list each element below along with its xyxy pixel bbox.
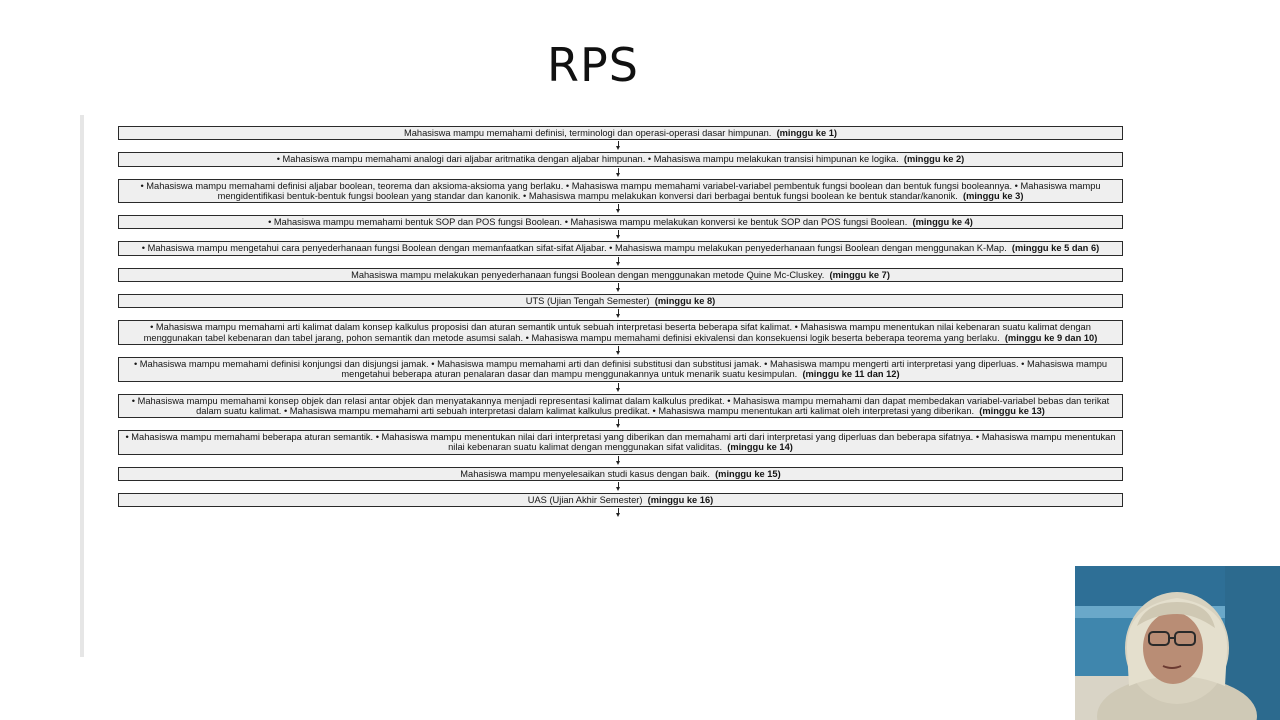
flow-arrow-icon xyxy=(118,507,1123,519)
flow-arrow-icon xyxy=(118,229,1123,241)
flow-arrow-icon xyxy=(118,455,1123,467)
step-text: • Mahasiswa mampu memahami konsep objek dan relasi antar objek dan menyatakannya menjadi representasi kalimat dalam kalkulus predikat. • Mahasiswa mampu memahami dan dapat membedakan variabel-variabel bebas dan terikat dalam suatu kalimat. • Mahasiswa mampu memahami arti sebuah interpretasi dalam kalimat kalkulus predikat. • Mahasiswa mampu menentukan arti kalimat oleh interpretasi yang diberikan. xyxy=(131,395,1110,416)
slide-left-rule xyxy=(80,115,84,657)
flow-step-week-16-uas xyxy=(118,493,1123,507)
flow-step-week-9-10 xyxy=(118,320,1123,345)
step-text: Mahasiswa mampu memahami definisi, terminologi dan operasi-operasi dasar himpunan. xyxy=(403,128,772,138)
flowchart xyxy=(118,126,1123,519)
flow-step-week-3 xyxy=(118,179,1123,204)
flow-arrow-icon xyxy=(118,308,1123,320)
step-week: (minggu ke 16) xyxy=(647,495,714,506)
flow-step-week-5-6 xyxy=(118,241,1123,255)
step-week: (minggu ke 2) xyxy=(903,154,965,165)
step-text: Mahasiswa mampu menyelesaikan studi kasus dengan baik. xyxy=(460,468,710,479)
flow-step-week-2 xyxy=(118,152,1123,166)
step-text: • Mahasiswa mampu memahami arti kalimat dalam konsep kalkulus proposisi dan aturan semantik untuk sebuah interpretasi beserta beberapa sifat kalimat. • Mahasiswa mampu menentukan nilai kebenaran suatu kalimat dengan menggunakan tabel kebenaran dan tabel jarang, pohon semantik dan metode asumsi salah. • Mahasiswa mampu memahami definisi ekivalensi dan konsekuensi logik beserta beberapa teorema yang berlaku. xyxy=(143,322,1091,343)
step-text: • Mahasiswa mampu memahami definisi aljabar boolean, teorema dan aksioma-aksioma yang berlaku. • Mahasiswa mampu memahami variabel-variabel pembentuk fungsi boolean dan bentuk fungsi booleannya. • Mahasiswa mampu mengidentifikasi bentuk-bentuk fungsi boolean yang standar dan kanonik. • Mahasiswa mampu melakukan konversi dari berbagai bentuk fungsi boolean ke bentuk standar/kanonik. xyxy=(140,180,1101,201)
step-text: • Mahasiswa mampu memahami definisi konjungsi dan disjungsi jamak. • Mahasiswa mampu memahami arti dan definisi substitusi dan substitusi jamak. • Mahasiswa mampu mengerti arti interpretasi yang diperluas. • Mahasiswa mampu mengetahui beberapa aturan penalaran dasar dan mampu menggunakannya untuk menarik suatu kesimpulan. xyxy=(133,358,1108,380)
step-text: • Mahasiswa mampu memahami analogi dari aljabar aritmatika dengan aljabar himpunan. • Mahasiswa mampu melakukan transisi himpunan ke logika. xyxy=(276,154,899,165)
flow-step-week-14 xyxy=(118,430,1123,455)
step-week: (minggu ke 5 dan 6) xyxy=(1011,243,1100,254)
presenter-video-frame xyxy=(1075,566,1280,720)
step-week: (minggu ke 3) xyxy=(962,190,1024,201)
step-text: • Mahasiswa mampu memahami beberapa aturan semantik. • Mahasiswa mampu menentukan nilai dari interpretasi yang diberikan dan memahami arti dari interpretasi yang diperluas dan beberapa sifatnya. • Mahasiswa mampu menentukan nilai kebenaran suatu kalimat dengan menggunakan sifat validitas. xyxy=(125,432,1116,453)
flow-step-week-11-12 xyxy=(118,357,1123,382)
step-week: (minggu ke 13) xyxy=(979,405,1045,416)
step-text: • Mahasiswa mampu memahami bentuk SOP dan POS fungsi Boolean. • Mahasiswa mampu melakukan konversi ke bentuk SOP dan POS fungsi Boolean. xyxy=(268,217,908,228)
presenter-webcam xyxy=(1075,566,1280,720)
flow-arrow-icon xyxy=(118,418,1123,430)
flow-step-week-4 xyxy=(118,215,1123,229)
flow-arrow-icon xyxy=(118,282,1123,294)
flow-arrow-icon xyxy=(118,140,1123,152)
flow-step-week-15 xyxy=(118,467,1123,481)
step-week: (minggu ke 1) xyxy=(776,128,837,138)
step-week: (minggu ke 14) xyxy=(727,442,793,453)
step-text: UTS (Ujian Tengah Semester) xyxy=(525,296,650,307)
step-week: (minggu ke 4) xyxy=(912,217,973,228)
step-week: (minggu ke 9 dan 10) xyxy=(1004,332,1098,343)
step-text: Mahasiswa mampu melakukan penyederhanaan fungsi Boolean dengan menggunakan metode Quine Mc-Cluskey. xyxy=(351,269,825,280)
slide-title: RPS xyxy=(547,38,639,92)
flow-step-week-7 xyxy=(118,268,1123,282)
flow-arrow-icon xyxy=(118,203,1123,215)
step-week: (minggu ke 15) xyxy=(715,468,781,479)
flow-arrow-icon xyxy=(118,256,1123,268)
step-text: UAS (Ujian Akhir Semester) xyxy=(527,495,643,506)
flow-arrow-icon xyxy=(118,167,1123,179)
flow-step-week-8-uts xyxy=(118,294,1123,308)
step-week: (minggu ke 8) xyxy=(654,296,716,307)
flow-arrow-icon xyxy=(118,345,1123,357)
flow-step-week-1 xyxy=(118,126,1123,140)
step-text: • Mahasiswa mampu mengetahui cara penyederhanaan fungsi Boolean dengan memanfaatkan sifat-sifat Aljabar. • Mahasiswa mampu melakukan penyederhanaan fungsi Boolean dengan menggunakan K-Map. xyxy=(141,243,1007,254)
step-week: (minggu ke 7) xyxy=(829,269,890,280)
step-week: (minggu ke 11 dan 12) xyxy=(802,369,900,380)
flow-arrow-icon xyxy=(118,382,1123,394)
flow-arrow-icon xyxy=(118,481,1123,493)
flow-step-week-13 xyxy=(118,394,1123,419)
